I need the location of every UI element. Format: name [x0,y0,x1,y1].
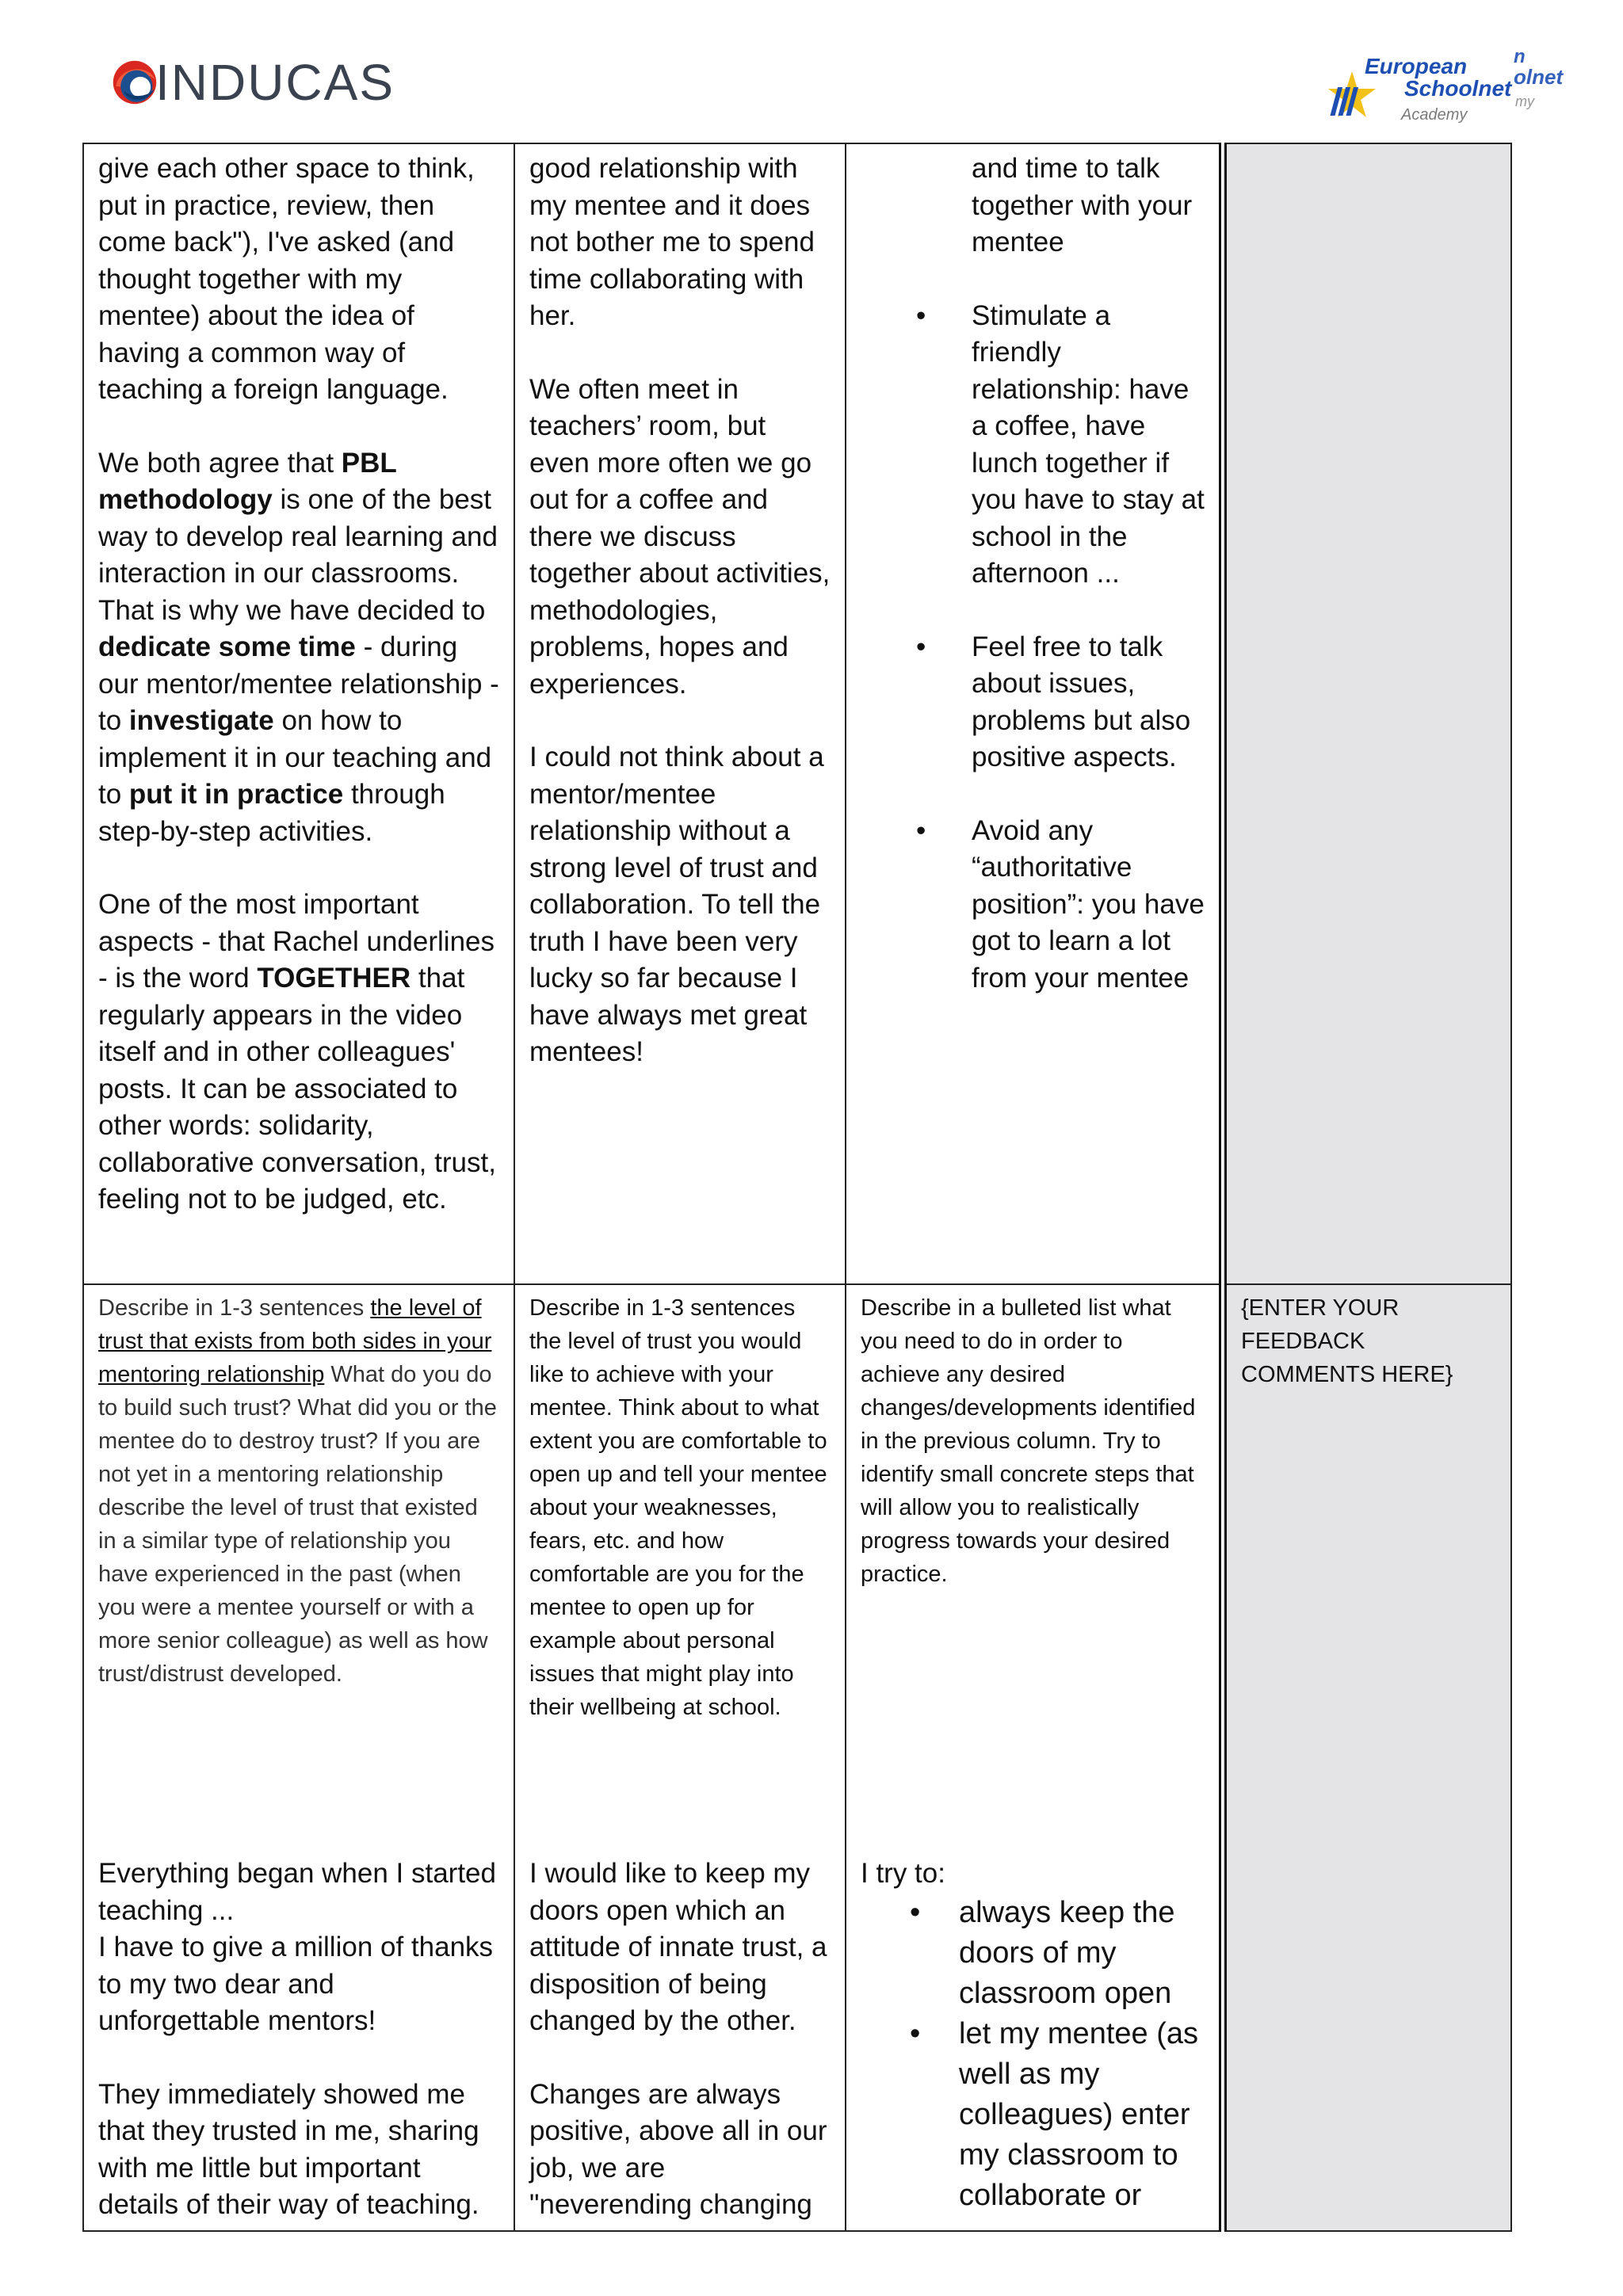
row1-col3-cell [846,143,1223,1284]
eun-line-2: Schoolnet [1404,76,1512,101]
row2-col2-answer-1: I would like to keep my doors open which an attitude of innate trust, a disposition of being changed by the other. [529,1858,827,2036]
row2-col1-cell [83,1284,514,2231]
row1-col3-bullet-list [861,298,1205,997]
row2-col2-prompt: Describe in 1-3 sentences the level of trust you would like to achieve with your mentee. Think about to what extent you are comfortable to open up and tell your mentee about your weaknesses, fears, etc. and how comfortable are you for the mentee to open up for example about personal issues that might play into their wellbeing at school. [529,1295,827,1720]
eun-line-1: European [1365,54,1468,78]
row2-col3-intro: I try to: [861,1858,945,1889]
eun-ghost-b: olnet [1514,65,1564,89]
mentoring-table [82,143,1512,2232]
row1-col3-continued-text: and time to talk together with your mentee [972,153,1193,257]
bullet-icon: • [916,299,926,331]
row2-col2-cell [514,1284,846,2231]
row1-col2-paragraph-2: We often meet in teachers’ room, but even more often we go out for a coffee and there we discuss together about activities, methodologies, problems, hopes and experiences. [529,373,831,700]
eun-logo-mark [1328,46,1510,133]
feedback-placeholder[interactable]: {ENTER YOUR FEEDBACK COMMENTS HERE} [1241,1295,1453,1387]
inducas-swirl-icon [109,41,160,124]
row1-col1-paragraph-1: give each other space to think, put in practice, review, then come back"), I've asked (and thought together with my mentee) about the idea of having a common way of teaching a foreign language. [98,153,475,405]
row1-col2-cell [514,143,846,1284]
eun-line-3: Academy [1401,106,1468,124]
bullet-icon: • [916,631,926,662]
row2-feedback-cell[interactable] [1223,1284,1511,2231]
row2-col3-cell [846,1284,1223,2231]
table-row [83,143,1511,1284]
european-schoolnet-logo [1293,46,1610,138]
table-row [83,1284,1511,2231]
list-item: • Feel free to talk about issues, problems but also positive aspects. [861,629,1205,776]
row1-feedback-cell[interactable] [1223,143,1511,1284]
list-item: • Stimulate a friendly relationship: have a coffee, have lunch together if you have to stay at school in the afternoon ... [861,298,1205,593]
bullet-icon: • [910,1895,921,1929]
list-item: • let my mentee (as well as my colleagues) enter my classroom to collaborate or [861,2014,1205,2216]
bullet-icon: • [916,814,926,846]
page-header [0,0,1623,143]
row1-col2-paragraph-3: I could not think about a mentor/mentee relationship without a strong level of trust and collaboration. To tell the truth I have been very lucky so far because I have always met great mentees! [529,742,824,1067]
row2-col1-prompt: Describe in 1-3 sentences the level of trust that exists from both sides in your mentoring relationship What do you do to build such trust? What did you or the mentee do to destroy trust? If you are not yet in a mentoring relationship describe the level of trust that existed in a similar type of relationship you have experienced in the past (when you were a mentee yourself or with a more senior colleague) as well as how trust/distrust developed. [98,1295,497,1687]
row1-col1-paragraph-3: One of the most important aspects - that Rachel underlines - is the word TOGETHER that regularly appears in the video itself and in other colleagues' posts. It can be associated to other words: solidarity, collaborative conversation, trust, feeling not to be judged, etc. [98,889,496,1215]
inducas-logo [109,41,395,124]
bullet-icon: • [910,2016,921,2050]
row1-col2-paragraph-1: good relationship with my mentee and it does not bother me to spend time collaborating with her. [529,153,815,331]
row2-col3-bullet-list [861,1893,1205,2216]
row2-col1-answer-1: Everything began when I started teaching ... I have to give a million of thanks to my two dear and unforgettable mentors! [98,1858,496,2036]
list-item: • Avoid any “authoritative position”: you have got to learn a lot from your mentee [861,813,1205,997]
row2-col2-answer-2: Changes are always positive, above all in our job, we are "neverending changing [529,2078,827,2220]
inducas-wordmark: INDUCAS [155,54,395,111]
list-item: • always keep the doors of my classroom open [861,1893,1205,2014]
row2-col3-prompt: Describe in a bulleted list what you need to do in order to achieve any desired changes/developments identified in the previous column. Try to identify small concrete steps that will allow you to realistically progress towards your desired practice. [861,1295,1196,1587]
eun-ghost-c: my [1515,93,1534,109]
row1-col1-cell [83,143,514,1284]
eun-ghost-a: n [1514,46,1526,67]
row2-col1-answer-2: They immediately showed me that they trusted in me, sharing with me little but important details of their way of teaching. [98,2078,479,2220]
row1-col1-paragraph-2: We both agree that PBL methodology is one of the best way to develop real learning and interaction in our classrooms. That is why we have decided to dedicate some time - during our mentor/mentee relationship - to investigate on how to implement it in our teaching and to put it in practice through step-by-step activities. [98,447,499,847]
